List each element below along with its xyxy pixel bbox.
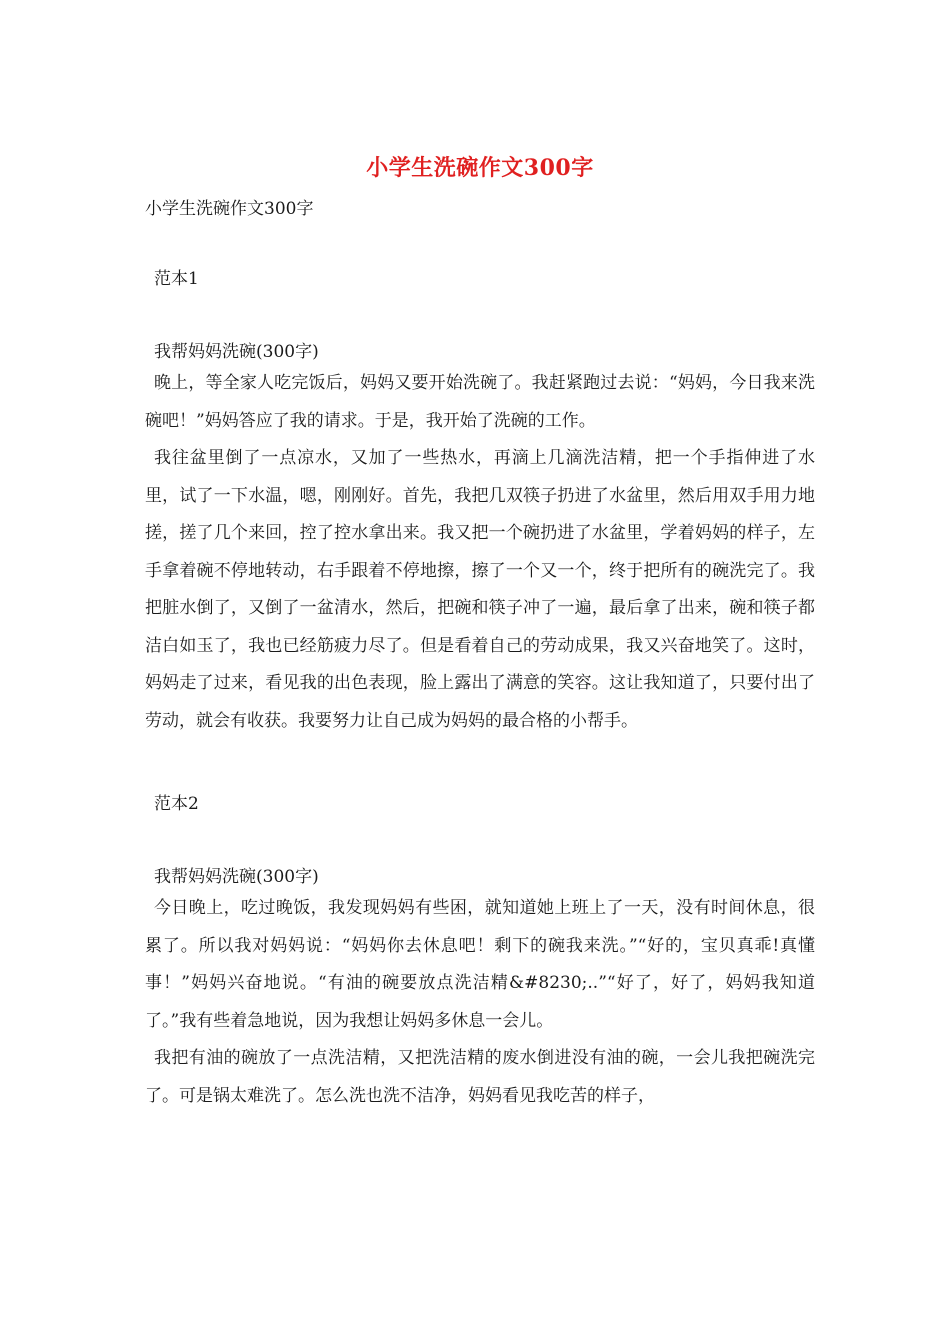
sample-2-paragraph-2: 我把有油的碗放了一点洗洁精，又把洗洁精的废水倒进没有油的碗，一会儿我把碗洗完了。可是锅太难洗了。怎么洗也洗不洁净，妈妈看见我吃苦的样子， <box>145 1048 815 1106</box>
document-title: 小学生洗碗作文300字 <box>366 155 594 181</box>
sample-1-essay-title: 我帮妈妈洗碗(300字) <box>154 342 319 362</box>
document-subtitle: 小学生洗碗作文300字 <box>145 199 314 219</box>
sample-1-label: 范本1 <box>154 269 199 289</box>
sample-1-paragraph-1: 晚上，等全家人吃完饭后，妈妈又要开始洗碗了。我赶紧跑过去说：“妈妈，今日我来洗碗吧！”妈妈答应了我的请求。于是，我开始了洗碗的工作。 <box>145 373 815 431</box>
document-page <box>145 150 815 1115</box>
sample-1-paragraph-2: 我往盆里倒了一点凉水，又加了一些热水，再滴上几滴洗洁精，把一个手指伸进了水里，试了一下水温，嗯，刚刚好。首先，我把几双筷子扔进了水盆里，然后用双手用力地搓，搓了几个来回，控了控水拿出来。我又把一个碗扔进了水盆里，学着妈妈的样子，左手拿着碗不停地转动，右手跟着不停地擦，擦了一个又一个，终于把所有的碗洗完了。我把脏水倒了，又倒了一盆清水，然后，把碗和筷子冲了一遍，最后拿了出来，碗和筷子都洁白如玉了，我也已经筋疲力尽了。但是看着自己的劳动成果，我又兴奋地笑了。这时，妈妈走了过来，看见我的出色表现，脸上露出了满意的笑容。这让我知道了，只要付出了劳动，就会有收获。我要努力让自己成为妈妈的最合格的小帮手。 <box>145 448 815 731</box>
sample-2-essay-title: 我帮妈妈洗碗(300字) <box>154 867 319 887</box>
sample-2-paragraph-1: 今日晚上，吃过晚饭，我发现妈妈有些困，就知道她上班上了一天，没有时间休息，很累了。所以我对妈妈说：“妈妈你去休息吧！剩下的碗我来洗。”“好的，宝贝真乖!真懂事！”妈妈兴奋地说。“有油的碗要放点洗洁精&#8230;..”“好了，好了，妈妈我知道了。”我有些着急地说，因为我想让妈妈多休息一会儿。 <box>145 898 815 1031</box>
sample-2-label: 范本2 <box>154 794 199 814</box>
